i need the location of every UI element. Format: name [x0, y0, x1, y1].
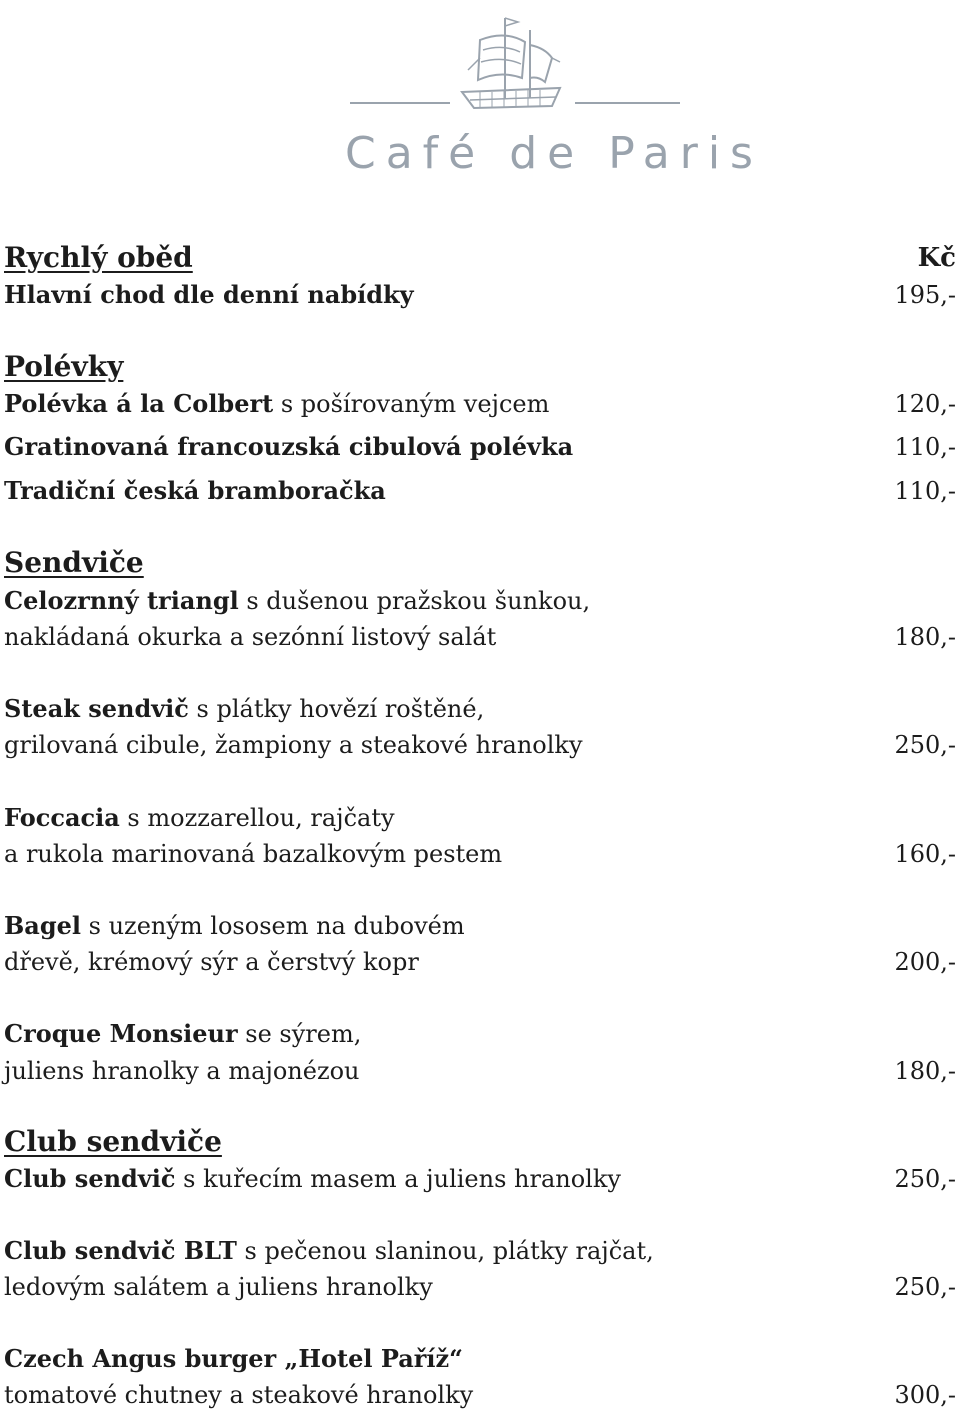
menu-item	[4, 583, 956, 619]
brand-name: Café de Paris	[345, 128, 763, 179]
menu-item-cont	[4, 836, 956, 872]
item-description: s uzeným lososem na dubovém	[81, 912, 465, 940]
section-header-sendvice	[4, 545, 956, 581]
item-name: Steak sendvič	[4, 694, 189, 723]
item-description: tomatové chutney a steakové hranolky	[4, 1381, 474, 1409]
currency-label: Kč	[917, 243, 956, 273]
item-description: s pošírovaným vejcem	[273, 390, 550, 418]
menu-item	[4, 1161, 956, 1197]
section-header-polevky	[4, 349, 956, 385]
item-price: 250,-	[894, 731, 956, 759]
item-name: Polévka á la Colbert	[4, 389, 274, 418]
menu-item	[4, 908, 956, 944]
menu-item-cont	[4, 1269, 956, 1305]
item-name: Celozrnný triangl	[4, 586, 239, 615]
section-title: Sendviče	[4, 546, 144, 579]
item-name: Bagel	[4, 911, 82, 940]
menu-item	[4, 691, 956, 727]
item-name: Tradiční česká bramboračka	[4, 476, 386, 505]
item-description: a rukola marinovaná bazalkovým pestem	[4, 840, 503, 868]
item-name: Club sendvič	[4, 1164, 176, 1193]
menu-item-cont	[4, 944, 956, 980]
section-header-rychly-obed	[4, 240, 956, 276]
item-description: s plátky hovězí roštěné,	[188, 695, 485, 723]
menu-item-cont	[4, 1053, 956, 1089]
item-description: grilovaná cibule, žampiony a steakové hranolky	[4, 731, 583, 759]
item-price: 200,-	[894, 948, 956, 976]
item-price: 160,-	[894, 840, 956, 868]
cafe-logo	[0, 0, 960, 200]
menu-item	[4, 386, 956, 422]
section-header-club	[4, 1124, 956, 1160]
item-name: Foccacia	[4, 803, 120, 832]
menu-item	[4, 800, 956, 836]
menu-item	[4, 1233, 956, 1269]
item-description: s pečenou slaninou, plátky rajčat,	[236, 1237, 654, 1265]
menu-item	[4, 473, 956, 509]
item-name: Club sendvič BLT	[4, 1236, 237, 1265]
item-description: juliens hranolky a majonézou	[4, 1057, 360, 1085]
item-price: 195,-	[894, 281, 956, 309]
item-price: 300,-	[894, 1381, 956, 1409]
item-price: 110,-	[894, 477, 956, 505]
item-price: 250,-	[894, 1165, 956, 1193]
section-title: Rychlý oběd	[4, 241, 193, 274]
menu-item	[4, 429, 956, 465]
item-name: Czech Angus burger „Hotel Paříž“	[4, 1344, 463, 1373]
item-price: 120,-	[894, 390, 956, 418]
item-name: Gratinovaná francouzská cibulová polévka	[4, 432, 574, 461]
menu-item	[4, 1016, 956, 1052]
item-price: 250,-	[894, 1273, 956, 1301]
menu-item-cont	[4, 1377, 956, 1413]
item-description: ledovým salátem a juliens hranolky	[4, 1273, 433, 1301]
section-title: Club sendviče	[4, 1125, 222, 1158]
menu-item-cont	[4, 727, 956, 763]
menu-item	[4, 277, 956, 313]
item-description: nakládaná okurka a sezónní listový salát	[4, 623, 497, 651]
item-price: 180,-	[894, 623, 956, 651]
item-description: se sýrem,	[237, 1020, 362, 1048]
menu-item	[4, 1341, 956, 1377]
item-price: 180,-	[894, 1057, 956, 1085]
item-description: s kuřecím masem a juliens hranolky	[175, 1165, 621, 1193]
section-title: Polévky	[4, 350, 124, 383]
item-price: 110,-	[894, 433, 956, 461]
item-description: s mozzarellou, rajčaty	[119, 804, 395, 832]
menu-item-cont	[4, 619, 956, 655]
item-name: Hlavní chod dle denní nabídky	[4, 280, 414, 309]
item-description: dřevě, krémový sýr a čerstvý kopr	[4, 948, 419, 976]
item-name: Croque Monsieur	[4, 1019, 238, 1048]
item-description: s dušenou pražskou šunkou,	[238, 587, 591, 615]
